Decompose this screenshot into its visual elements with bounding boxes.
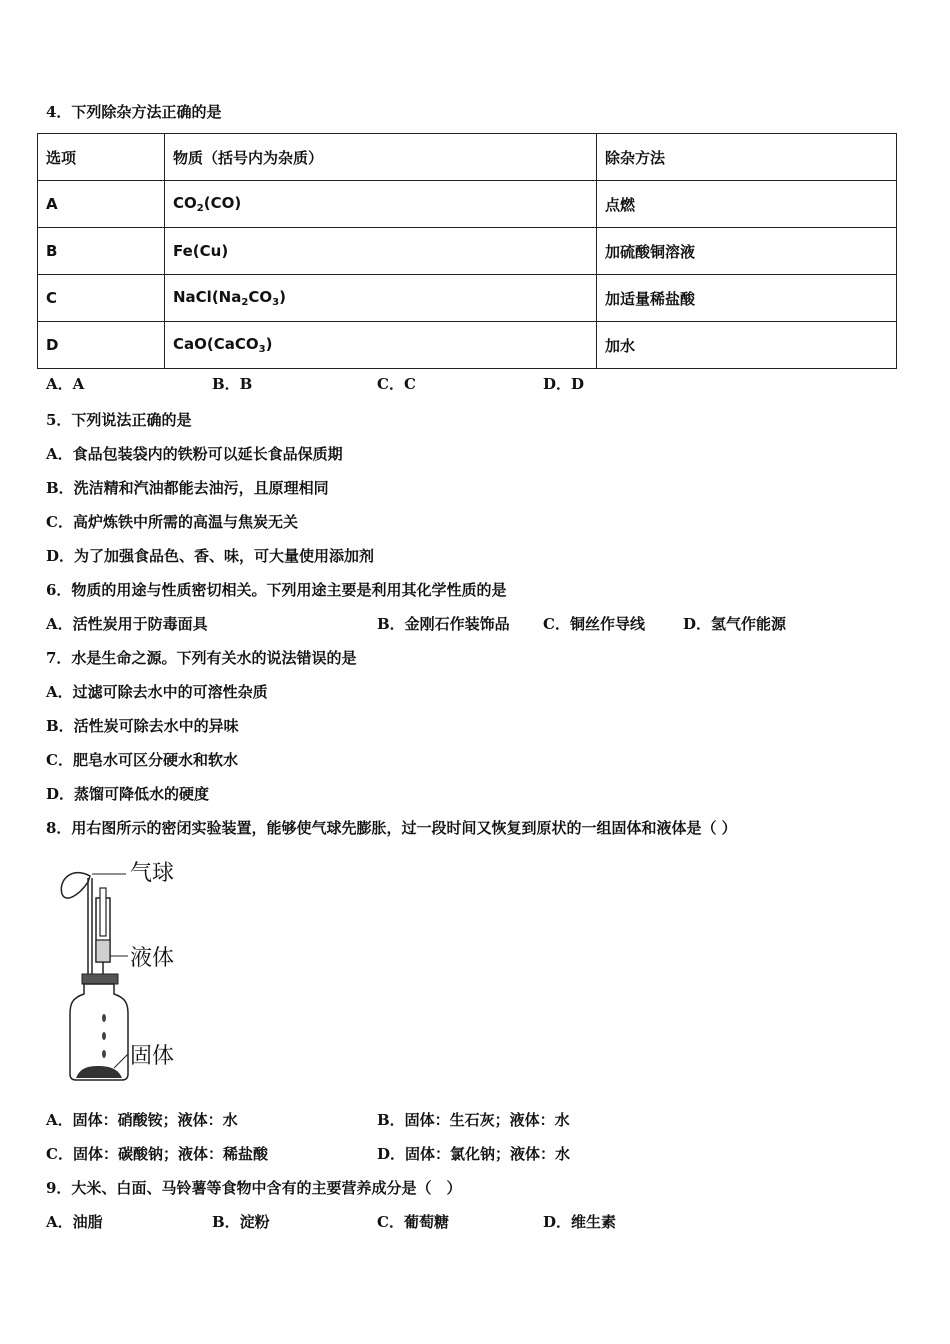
q8-stem: 8．用右图所示的密闭实验装置，能够使气球先膨胀，过一段时间又恢复到原状的一组固体和液体是（ ） [46,819,737,837]
label-solid: 固体 [130,1044,175,1069]
row-method: 点燃 [597,181,897,228]
label-balloon: 气球 [130,861,175,886]
row-option: A [38,181,165,228]
q5-stem: 5．下列说法正确的是 [46,411,192,429]
table-row [38,181,897,228]
q4-table [37,133,897,369]
q4-choice-d[interactable]: D．D [543,375,585,393]
row-option: C [38,275,165,322]
table-row [38,322,897,369]
q4-choice-c[interactable]: C．C [377,375,416,393]
q7-stem: 7．水是生命之源。下列有关水的说法错误的是 [46,649,357,667]
syringe-liquid [96,940,110,962]
q9-stem: 9．大米、白面、马铃薯等食物中含有的主要营养成分是（ ） [46,1179,462,1197]
row-substance: Fe(Cu) [165,228,597,275]
q7-choice-c[interactable]: C．肥皂水可区分硬水和软水 [46,751,238,769]
q6-choice-d[interactable]: D．氢气作能源 [683,615,787,633]
row-substance: $CO_2(CO)$ [165,181,597,228]
q8-choice-d[interactable]: D．固体：氯化钠；液体：水 [377,1145,571,1163]
q4-stem: 4．下列除杂方法正确的是 [46,103,222,121]
q7-choice-a[interactable]: A．过滤可除去水中的可溶性杂质 [46,683,268,701]
q7-choice-b[interactable]: B．活性炭可除去水中的异味 [46,717,239,735]
bottle [70,984,128,1080]
header-option: 选项 [38,134,165,181]
label-liquid: 液体 [130,946,175,971]
q5-choice-d[interactable]: D．为了加强食品色、香、味，可大量使用添加剂 [46,547,375,565]
row-option: B [38,228,165,275]
table-row [38,228,897,275]
row-method: 加适量稀盐酸 [597,275,897,322]
q9-choice-c[interactable]: C．葡萄糖 [377,1213,449,1231]
row-method: 加硫酸铜溶液 [597,228,897,275]
header-substance: 物质（括号内为杂质） [165,134,597,181]
table-row [38,275,897,322]
q5-choice-c[interactable]: C．高炉炼铁中所需的高温与焦炭无关 [46,513,298,531]
q7-choice-d[interactable]: D．蒸馏可降低水的硬度 [46,785,210,803]
stopper [82,974,118,984]
row-substance: $NaCl(Na_2CO_3)$ [165,275,597,322]
q8-choice-c[interactable]: C．固体：碳酸钠；液体：稀盐酸 [46,1145,268,1163]
row-method: 加水 [597,322,897,369]
q5-choice-a[interactable]: A．食品包装袋内的铁粉可以延长食品保质期 [46,445,343,463]
row-option: D [38,322,165,369]
table-header-row [38,134,897,181]
q9-choice-a[interactable]: A．油脂 [46,1213,103,1231]
q6-choice-c[interactable]: C．铜丝作导线 [543,615,645,633]
balloon-shape [61,873,90,898]
q9-choice-d[interactable]: D．维生素 [543,1213,617,1231]
q8-choice-b[interactable]: B．固体：生石灰；液体：水 [377,1111,570,1129]
apparatus-figure [52,858,212,1083]
row-substance: CaO(CaCO$_3$) [165,322,597,369]
q6-stem: 6．物质的用途与性质密切相关。下列用途主要是利用其化学性质的是 [46,581,507,599]
header-method: 除杂方法 [597,134,897,181]
q4-choice-b[interactable]: B．B [212,375,253,393]
q6-choice-b[interactable]: B．金刚石作装饰品 [377,615,510,633]
q4-choice-a[interactable]: A．A [46,375,85,393]
q5-choice-b[interactable]: B．洗洁精和汽油都能去油污，且原理相同 [46,479,329,497]
q9-choice-b[interactable]: B．淀粉 [212,1213,270,1231]
syringe-plunger [100,888,106,936]
q6-choice-a[interactable]: A．活性炭用于防毒面具 [46,615,208,633]
q8-choice-a[interactable]: A．固体：硝酸铵；液体：水 [46,1111,238,1129]
